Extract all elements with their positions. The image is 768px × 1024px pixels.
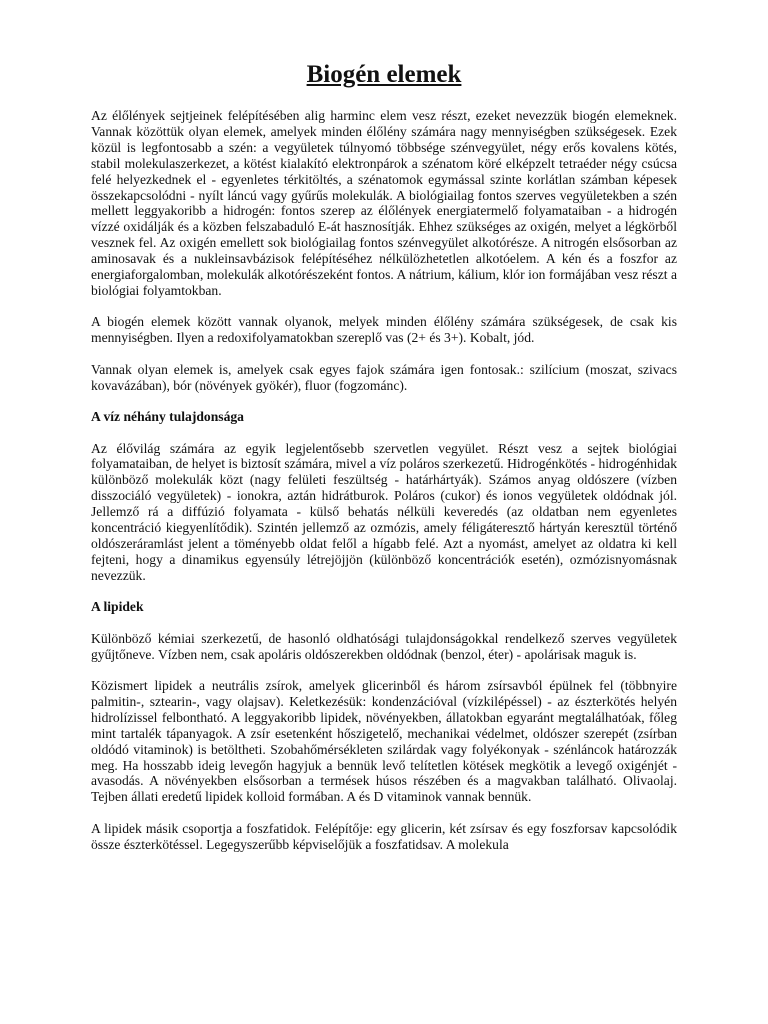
paragraph-species-elements: Vannak olyan elemek is, amelyek csak egyes fajok számára igen fontosak.: szilícium (moszat, szivacs kovavázában), bór (növények gyökér), fluor (fogzománc). (91, 361, 677, 393)
paragraph-phosphatides: A lipidek másik csoportja a foszfatidok. Felépítője: egy glicerin, két zsírsav és egy foszforsav kapcsolódik össze észterkötéssel. Legegyszerűbb képviselőjük a foszfatidsav. A molekula (91, 820, 677, 852)
paragraph-water: Az élővilág számára az egyik legjelentősebb szervetlen vegyület. Részt vesz a sejtek biológiai folyamataiban, de helyet is biztosít számára, mivel a víz poláros szerkezetű. Hidrogénkötés - hidrogénhidak különböző molekulák közt (nagy felületi feszültség - határhártyák). Számos anyag oldószere (vízben disszociáló vegyületek) - ionokra, aztán hidrátburok. Poláros (cukor) és ionos vegyületek oldódnak jól. Jellemző rá a diffúzió folyamata - külső behatás nélküli keveredés (az oldatban nem egyenletes koncentráció kiegyenlítődik). Szintén jellemző az ozmózis, amely féligáteresztő hártyán keresztül történő oldószeráramlást jelent a töményebb oldat felől a hígabb felé. Azt a nyomást, amelyet az oldatra ki kell fejteni, hogy a dinamikus egyensúly létrejöjjön (különböző koncentrációk esetén), ozmózisnyomásnak nevezzük. (91, 440, 677, 583)
section-heading-water: A víz néhány tulajdonsága (91, 409, 244, 424)
paragraph-lipids-definition: Különböző kémiai szerkezetű, de hasonló oldhatósági tulajdonságokkal rendelkező szerves vegyületek gyűjtőneve. Vízben nem, csak apoláris oldószerekben oldódnak (benzol, éter) - apolárisak maguk is. (91, 630, 677, 662)
paragraph-neutral-fats: Közismert lipidek a neutrális zsírok, amelyek glicerinből és három zsírsavból épülnek fel (többnyire palmitin-, sztearin-, vagy olajsav). Keletkezésük: kondenzációval (vízkilépéssel) - az észterkötés helyén hidrolízissel felbontható. A leggyakoribb lipidek, növényekben, állatokban egyaránt megtalálhatóak, főleg mint tartalék tápanyagok. A zsír esetenként hőszigetelő, mechanikai védelmet, oldószer szerepét (zsírban oldódó vitaminok) is betöltheti. Szobahőmérsékleten szilárdak vagy folyékonyak - szénláncok határozzák meg. Ha hosszabb ideig levegőn hagyjuk a bennük levő telítetlen kötések megkötik a levegő oxigénjét - avasodás. A növényekben elsősorban a termések húsos részében és a magvakban található. Olivaolaj. Tejben állati eredetű lipidek kolloid formában. A és D vitaminok vannak bennük. (91, 677, 677, 805)
page-title: Biogén elemek (306, 61, 462, 88)
section-heading-lipids: A lipidek (91, 599, 144, 615)
paragraph-biogen-intro: Az élőlények sejtjeinek felépítésében alig harminc elem vesz részt, ezeket nevezzük biogén elemeknek. Vannak közöttük olyan elemek, amelyek minden élőlény számára nagy mennyiségben szükségesek. Ezek közül is legfontosabb a szén: a vegyületek túlnyomó többsége szénvegyület, négy erős kovalens kötés, stabil molekulaszerkezet, a kötést kialakító elektronpárok a szénatom köré elképzelt tetraéder négy csúcsa felé helyezkednek el - egyenletes térkitöltés, a szénatomok egymással szinte korlátlan számban képesek összekapcsolódni - nyílt láncú vagy gyűrűs molekulák. A biológiailag fontos szerves vegyületekben a szén mellett leggyakoribb a hidrogén: fontos szerep az élőlények energiatermelő folyamataiban - a hidrogén vízzé oxidálják és a közben felszabaduló E-át hasznosítják. Ehhez szükséges az oxigén, melyet a légkörből vesznek fel. Az oxigén emellett sok biológiailag fontos szénvegyület alkotórésze. A nitrogén elsősorban az aminosavak és a nukleinsavbázisok felépítéséhez nélkülözhetetlen alkotóelem. A kén és a foszfor az energiaforgalomban, molekulák alkotórészeként fontos. A nátrium, kálium, klór ion formájában vesz részt a biológiai folyamtokban. (91, 108, 677, 298)
document-page (91, 60, 677, 868)
paragraph-trace-elements: A biogén elemek között vannak olyanok, melyek minden élőlény számára szükségesek, de csak kis mennyiségben. Ilyen a redoxifolyamatokban szereplő vas (2+ és 3+). Kobalt, jód. (91, 314, 677, 346)
